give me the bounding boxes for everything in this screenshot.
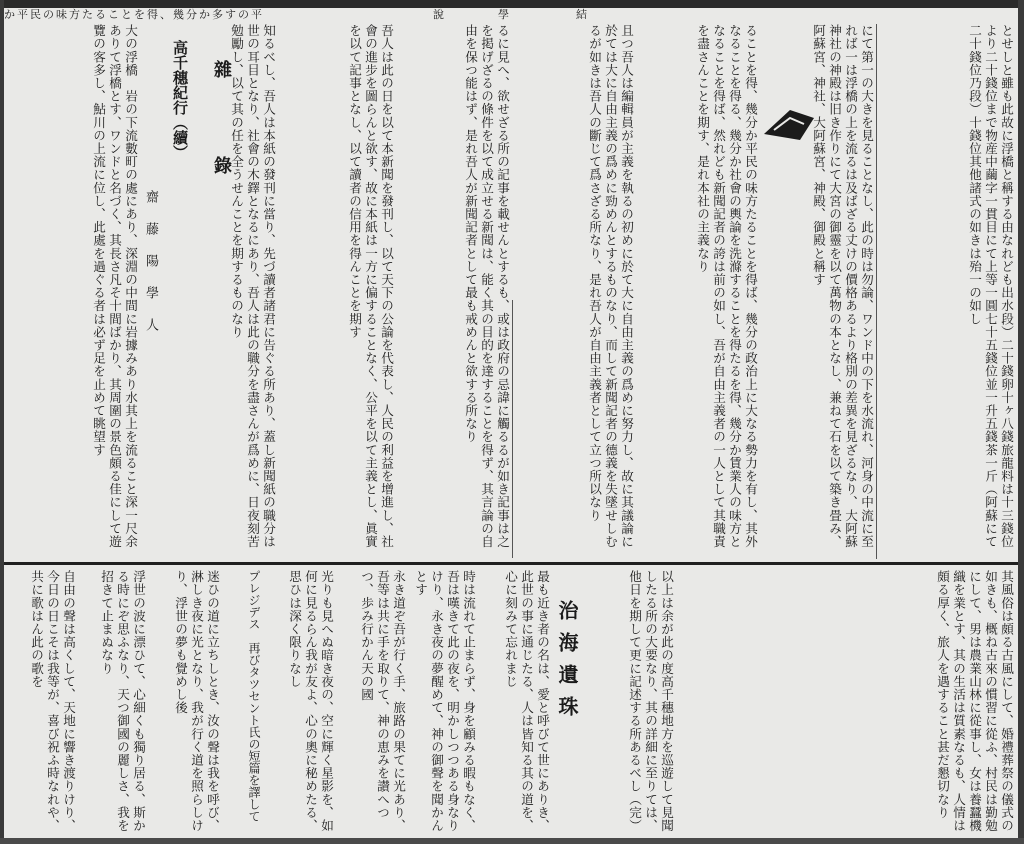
section-title: 雜 錄 bbox=[211, 60, 232, 180]
poem-verse: 最も近き者の名は、愛と呼びて世にありき、此世の事に通じたる、人は皆知る其の道を、心に刻みて忘れまじ bbox=[503, 570, 550, 832]
column-divider bbox=[876, 24, 877, 559]
poem-note: プレジデス 再びタツセント氏の短篇を譯して bbox=[247, 570, 261, 822]
column-divider bbox=[512, 300, 513, 558]
poem-verse: 永き道ぞ吾が行く手、旅路の果てに光あり、吾等は共に手を取りて、神の恵みを讃へつつ、歩み行かん天の國 bbox=[359, 570, 406, 832]
bottom-column-end: 以上は余が此の度高千穗地方を巡遊して見聞したる所の大要なり、其の詳細に至りては、他日を期して更に記述する所あるべし（完） bbox=[627, 570, 674, 832]
poem-verse: 時は流れて止まらず、身を顧みる暇もなく、吾は嘆きて此の夜を、明かしつつある身なりけり、永き夜の夢醒めて、神の御聲を聞かんとす bbox=[413, 570, 476, 832]
top-column-e: るに見へ、欲せざる所の記事を載せんとするも、或は政府の忌諱に觸るるが如き記事は之を掲げざるの條件を以て成立せる新聞は、能く其の目的を達することを得ず、其言論の自由を保つ能はず、是れ吾人が新聞記者として最も戒めんと欲する所なり bbox=[463, 24, 510, 548]
poem-verse: 光りも見へぬ暗き夜の、空に輝く星影を、如何に見るらん我が友よ、心の奧に秘めたる、思ひは深く限りなし bbox=[287, 570, 334, 832]
poem-verse: 自由の聲は高くして、天地に響き渡りけり、今日の日こそは我等が、喜び祝ふ時なれや、共に歌はん此の歌を bbox=[29, 570, 76, 832]
page-border-bottom bbox=[0, 838, 1024, 844]
page-border-right bbox=[1018, 0, 1024, 844]
article-subtitle: 高千穗紀行（續） bbox=[171, 40, 189, 160]
top-column-a: とせしと雖も此故に浮橋と稱する由なれども出水段）二十錢卵十ヶ八錢旅龍料は十三錢位より二十錢位まで物産中繭字一貫目にて上等一圓七十五錢位並一升五錢茶一斤（阿蘇にて二十錢位乃段）十錢位其他諸式の如きは殆一の如し bbox=[967, 24, 1014, 548]
top-column-h: 大の浮橋 岩の下流數町の處にあり、深淵の中間に岩據みあり水其上を流ること深一尺余ありて浮橋とす、ワンドと名づく、其長さ凡そ十間ばかり、其周圍の景色頗る佳にして遊覽の客多し、鮎川の上流に位し、此處を過ぐる者は必ず足を止めて眺望す bbox=[91, 24, 138, 548]
bottom-column-right: 其風俗は頗る古風にして、婚禮葬祭の儀式の如きも、概ね古來の慣習に從ふ、村民は勤勉にして、男は農業山林に從事し、女は養蠶機織を業とす、其の生活は質素なるも、人情は頗る厚く、旅人を遇すること甚だ懇切なり bbox=[935, 570, 1014, 832]
header-strip: か平民の味方たることを得、幾分か多すの平 說 學 結 bbox=[4, 8, 589, 21]
top-column-f: 吾人は此の日を以て本新聞を發刊し、以て天下の公論を代表し、人民の利益を增進し、社會の進步を圖らんと欲す、故に本紙は一方に偏することなく、公平を以て主義とし、眞實を以て記事となし、以て讀者の信用を得んことを期す bbox=[347, 24, 394, 548]
top-column-c: ることを得、幾分か平民の味方たることを得ば、幾分の政治上に大なる勢力を有し、其外なることを得る、幾分か社會の輿論を洗滌することを得たるを得、幾分か賃業人の味方となることを得ば、然れども新聞記者の誇は前の如し、吾が自由主義者の一人として其職責を盡さんことを期す、是れ本社の主義なり bbox=[695, 24, 758, 548]
poem-verse: 浮世の波に漂ひて、心細くも獨り居る、斯かる時にぞ思ふなり、天つ御國の麗しさ、我を招きて止まぬなり bbox=[99, 570, 146, 832]
library-stamp bbox=[760, 104, 818, 144]
top-column-g: 知るべし、吾人は本紙の發刊に當り、先づ讀者諸君に告ぐる所あり、蓋し新聞紙の職分は世の耳目となり、社會の木鐸となるにあり、吾人は此の職分を盡さんが爲めに、日夜刻苦勉勵し、以て其の任を全うせんことを期するものなり bbox=[229, 24, 276, 548]
top-column-d: 且つ吾人は編輯員が主義を執るの初めに於て大に自由主義の爲めに努力し、故に其議論に於ては大に自由主義の爲めに勁めんとするものなり、而して新聞記者の德義を失墜せしむるが如きは吾人の斷じて爲さざる所なり、是れ吾人が自由主義者として立つ所以なり bbox=[587, 24, 634, 548]
poem-verse: 迷ひの道に立ちしとき、汝の聲は我を呼び、淋しき夜に光となり、我が行く道を照らしけり、浮世の夢も覺めし後 bbox=[173, 570, 220, 832]
top-column-b: にて第一の大きを見ることなし、此の時は勿論、ワンド中の下を水流れ、河身の中流に至れば一は浮橋の上を流るは及ばざる丈けの價格あるより格別の差異を見ざるなり、大阿蘇神社の神殿は旧き作りにて大宮の御靈を以て萬物の本となし、兼ねて石を以て築き畳み、阿蘇宮、神社、大阿蘇宮、神殿、御殿と稱す bbox=[811, 24, 874, 548]
page-border-top bbox=[0, 0, 1024, 8]
section-divider bbox=[4, 562, 1018, 565]
poem-section-title: 治海遺珠 bbox=[555, 600, 579, 728]
article-author: 齋 藤 陽 學 人 bbox=[143, 190, 158, 334]
page-border-left bbox=[0, 0, 4, 844]
